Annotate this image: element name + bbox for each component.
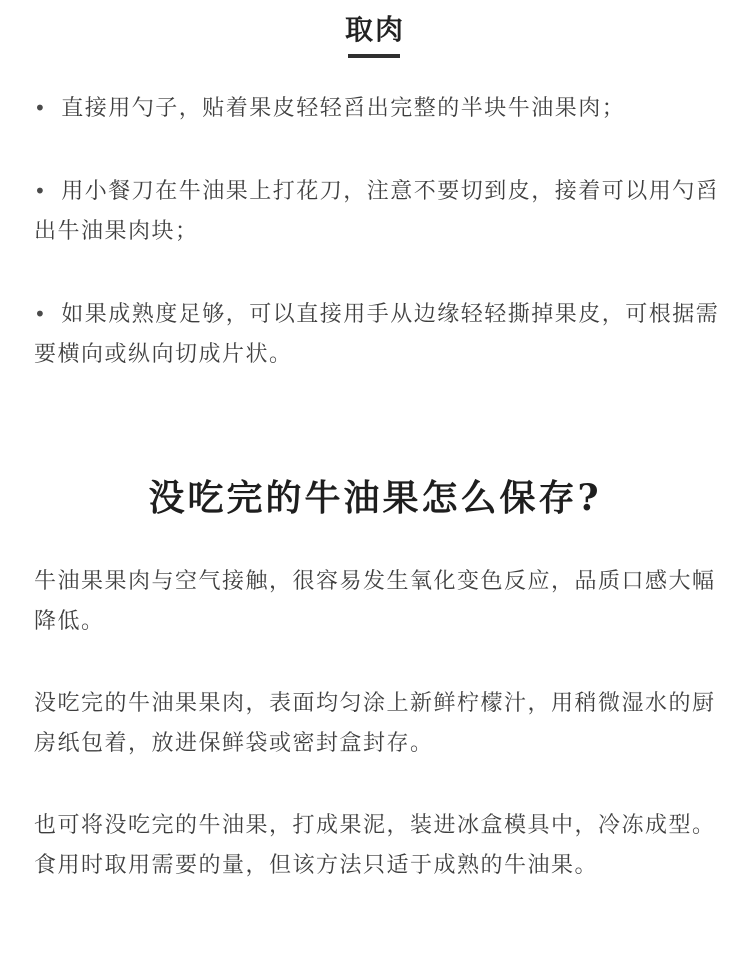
bullet-text: 直接用勺子，贴着果皮轻轻舀出完整的半块牛油果肉； (61, 96, 626, 121)
bullet-list (34, 88, 724, 417)
bullet-item (34, 88, 724, 129)
paragraph: 牛油果果肉与空气接触，很容易发生氧化变色反应，品质口感大幅降低。 (34, 569, 716, 634)
bullet-dot-icon: • (34, 302, 48, 326)
storage-heading: 没吃完的牛油果怎么保存? (148, 477, 602, 519)
paragraph: 也可将没吃完的牛油果，打成果泥，装进冰盒模具中，冷冻成型。食用时取用需要的量，但该方法只适于成熟的牛油果。 (34, 813, 716, 878)
bullet-text: 如果成熟度足够，可以直接用手从边缘轻轻撕掉果皮，可根据需要横向或纵向切成片状。 (34, 302, 720, 367)
title-underline (348, 54, 400, 58)
storage-paragraphs (34, 562, 724, 928)
bullet-item (34, 171, 724, 252)
bullet-dot-icon: • (34, 179, 48, 203)
bullet-text: 用小餐刀在牛油果上打花刀，注意不要切到皮，接着可以用勺舀出牛油果肉块； (34, 179, 720, 244)
section-title: 取肉 (344, 13, 405, 46)
bullet-dot-icon: • (34, 96, 48, 120)
paragraph: 没吃完的牛油果果肉，表面均匀涂上新鲜柠檬汁，用稍微湿水的厨房纸包着，放进保鲜袋或密封盒封存。 (34, 691, 716, 756)
bullet-item (34, 294, 724, 375)
